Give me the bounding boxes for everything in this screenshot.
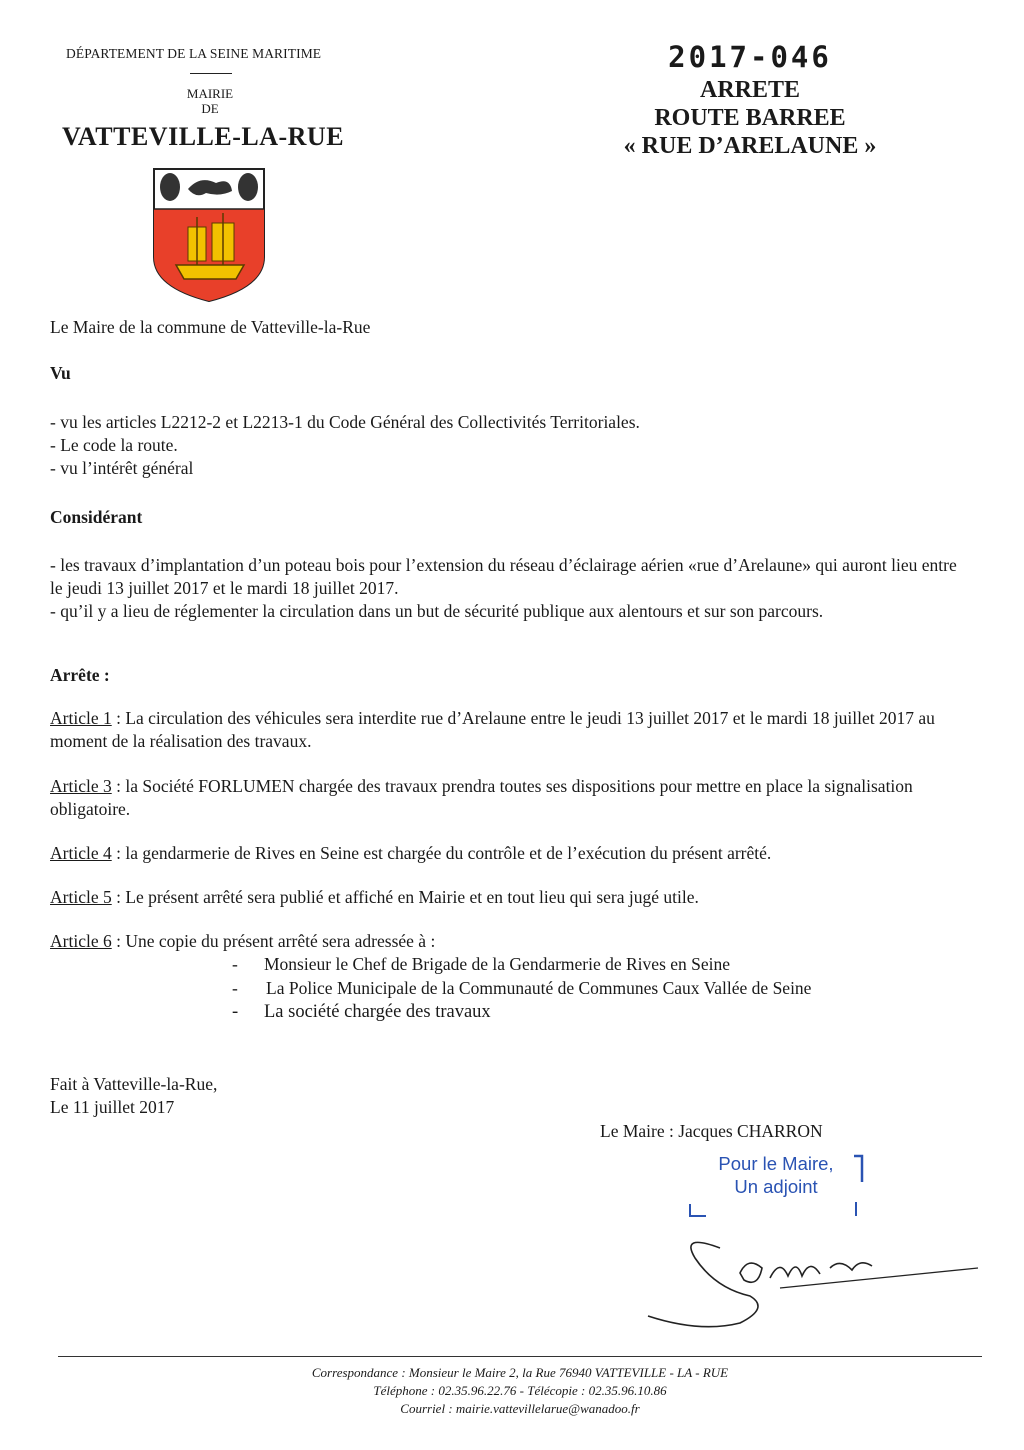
stamp-line-1: Pour le Maire, — [718, 1153, 834, 1174]
article-label: Article 3 — [50, 776, 112, 796]
vu-list — [50, 411, 950, 480]
header-divider — [190, 73, 232, 74]
stamp — [686, 1152, 866, 1224]
recipient-item: - La Police Municipale de la Communauté de Communes Caux Vallée de Seine — [232, 978, 812, 998]
article-text: : Une copie du présent arrêté sera adressée à : — [111, 931, 436, 951]
article-text: : la gendarmerie de Rives en Seine est chargée du contrôle et de l’exécution du présent arrêté. — [111, 843, 772, 863]
recipient-text: La Police Municipale de la Communauté de Communes Caux Vallée de Seine — [266, 978, 812, 998]
footer-address: Correspondance : Monsieur le Maire 2, la Rue 76940 VATTEVILLE - LA - RUE — [311, 1365, 729, 1380]
title-line-3: « RUE D’ARELAUNE » — [623, 133, 877, 159]
article-1 — [50, 707, 970, 753]
vu-item: - vu les articles L2212-2 et L2213-1 du Code Général des Collectivités Territoriales. — [50, 412, 640, 432]
considerant-item: - qu’il y a lieu de réglementer la circulation dans un but de sécurité publique aux alentours et sur son parcours. — [50, 601, 824, 621]
article-5 — [50, 886, 970, 909]
signature-icon — [640, 1228, 980, 1338]
article-6 — [50, 930, 970, 953]
coat-of-arms-icon — [150, 165, 268, 305]
stamp-line-2: Un adjoint — [734, 1176, 818, 1197]
footer — [60, 1364, 980, 1418]
department-label: DÉPARTEMENT DE LA SEINE MARITIME — [66, 46, 322, 61]
article-text: : Le présent arrêté sera publié et affiché en Mairie et en tout lieu qui sera jugé utile. — [111, 887, 699, 907]
mairie-label — [160, 86, 260, 116]
article-label: Article 4 — [50, 843, 112, 863]
arrete-heading: Arrête : — [50, 665, 110, 685]
footer-email: Courriel : mairie.vattevillelarue@wanadoo.fr — [400, 1401, 640, 1416]
vu-item: - vu l’intérêt général — [50, 458, 194, 478]
signatory: Le Maire : Jacques CHARRON — [600, 1121, 823, 1141]
de-text: DE — [201, 101, 219, 116]
stamp-border-icon — [686, 1152, 866, 1224]
recipient-text: Monsieur le Chef de Brigade de la Gendarmerie de Rives en Seine — [264, 954, 731, 974]
recipient-list — [232, 952, 811, 1024]
considerant-item: - les travaux d’implantation d’un poteau bois pour l’extension du réseau d’éclairage aérien «rue d’Arelaune» qui auront lieu entre le jeudi 13 juillet 2017 et le mardi 18 juillet 2017. — [50, 555, 957, 598]
closing-place: Fait à Vatteville-la-Rue, — [50, 1074, 218, 1094]
decree-number: 2017-046 — [668, 40, 832, 74]
considerant-heading: Considérant — [50, 507, 143, 527]
intro-text: Le Maire de la commune de Vatteville-la-Rue — [50, 317, 371, 337]
title-line-2: ROUTE BARREE — [654, 105, 846, 131]
recipient-text: La société chargée des travaux — [264, 1002, 491, 1022]
article-text: : la Société FORLUMEN chargée des travaux prendra toutes ses dispositions pour mettre en place la signalisation obligatoire. — [50, 776, 913, 819]
title-line-1: ARRETE — [699, 77, 801, 103]
recipient-item: - La société chargée des travaux — [232, 1002, 491, 1022]
article-label: Article 5 — [50, 887, 112, 907]
commune-name: VATTEVILLE-LA-RUE — [62, 122, 345, 151]
recipient-item: - Monsieur le Chef de Brigade de la Gendarmerie de Rives en Seine — [232, 954, 731, 974]
considerant-list — [50, 554, 970, 623]
article-3 — [50, 775, 950, 821]
footer-divider — [58, 1356, 982, 1357]
decree-title — [600, 76, 900, 160]
vu-heading: Vu — [50, 363, 71, 383]
closing-date: Le 11 juillet 2017 — [50, 1097, 175, 1117]
mairie-text: MAIRIE — [186, 86, 234, 101]
closing-block — [50, 1073, 217, 1119]
vu-item: - Le code la route. — [50, 435, 178, 455]
article-label: Article 6 — [50, 931, 112, 951]
article-label: Article 1 — [50, 708, 112, 728]
footer-phone: Téléphone : 02.35.96.22.76 - Télécopie : 02.35.96.10.86 — [373, 1383, 667, 1398]
article-text: : La circulation des véhicules sera interdite rue d’Arelaune entre le jeudi 13 juillet 2017 et le mardi 18 juillet 2017 au moment de la réalisation des travaux. — [50, 708, 935, 751]
article-4 — [50, 842, 970, 865]
